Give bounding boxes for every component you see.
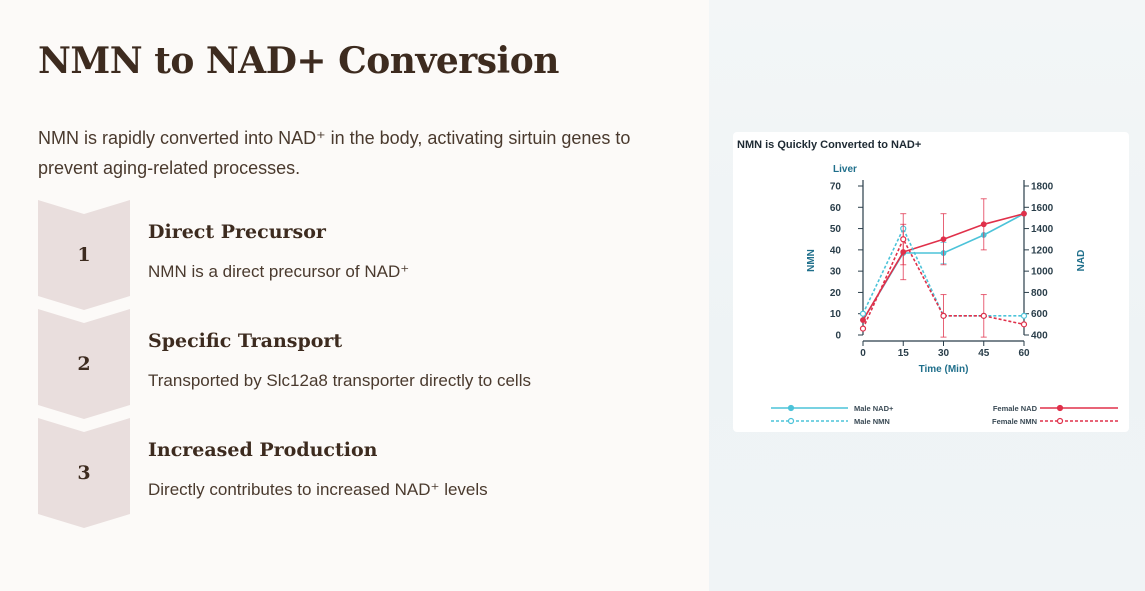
legend-male-nad-label: Male NAD+ — [854, 404, 894, 413]
x-axis-label: Time (Min) — [918, 364, 969, 375]
right-y-tick-label: 800 — [1031, 287, 1048, 299]
page-title: NMN to NAD+ Conversion — [38, 40, 559, 82]
data-point-female-nad — [941, 237, 946, 242]
step-description: NMN is a direct precursor of NAD⁺ — [148, 262, 410, 281]
step-number: 3 — [77, 462, 91, 484]
chart-title: NMN is Quickly Converted to NAD+ — [737, 139, 922, 151]
nmn-nad-chart — [733, 132, 1129, 432]
x-tick-label: 30 — [937, 348, 950, 359]
x-tick-label: 0 — [860, 348, 866, 359]
right-y-tick-label: 1600 — [1031, 202, 1054, 214]
legend-male-nmn-marker — [789, 419, 794, 424]
data-point-female-nmn — [981, 313, 986, 318]
data-point-female-nad — [1022, 211, 1027, 216]
right-y-tick-label: 400 — [1031, 330, 1048, 342]
step-item-1 — [38, 200, 678, 310]
chart-card — [733, 132, 1129, 432]
right-y-tick-label: 1000 — [1031, 266, 1054, 278]
right-y-tick-label: 1800 — [1031, 181, 1054, 193]
legend-male-nmn-label: Male NMN — [854, 417, 890, 426]
data-point-female-nmn — [941, 313, 946, 318]
data-point-female-nad — [861, 318, 866, 323]
legend-female-nad-marker — [1058, 406, 1063, 411]
step-title: Specific Transport — [148, 330, 343, 352]
data-point-female-nmn — [901, 237, 906, 242]
right-y-tick-label: 1200 — [1031, 245, 1054, 257]
legend-female-nmn-marker — [1058, 419, 1063, 424]
data-point-male-nmn — [1022, 313, 1027, 318]
left-y-axis-label: NMN — [806, 249, 817, 272]
step-number: 2 — [77, 353, 91, 375]
chart-subtitle: Liver — [833, 164, 857, 175]
legend-female-nmn-label: Female NMN — [991, 417, 1037, 426]
step-item-2 — [38, 309, 678, 419]
x-tick-label: 60 — [1018, 348, 1030, 359]
left-y-tick-label: 10 — [829, 309, 841, 321]
x-tick-label: 45 — [978, 348, 990, 359]
intro-paragraph: NMN is rapidly converted into NAD⁺ in the body, activating sirtuin genes to prevent aging-related processes. — [38, 128, 631, 178]
left-y-tick-label: 40 — [829, 245, 841, 257]
left-y-tick-label: 20 — [829, 287, 841, 299]
data-point-female-nmn — [861, 326, 866, 331]
data-point-male-nmn — [861, 311, 866, 316]
right-y-axis-label: NAD — [1076, 249, 1087, 272]
legend-female-nad-label: Female NAD — [992, 404, 1037, 413]
left-y-tick-label: 70 — [829, 181, 841, 193]
step-description: Directly contributes to increased NAD⁺ levels — [148, 480, 488, 499]
left-y-tick-label: 60 — [829, 202, 841, 214]
right-y-tick-label: 1400 — [1031, 224, 1054, 236]
step-number: 1 — [77, 244, 91, 266]
left-y-tick-label: 0 — [835, 330, 841, 342]
x-tick-label: 15 — [897, 348, 909, 359]
data-point-female-nmn — [1022, 322, 1027, 327]
step-title: Increased Production — [148, 439, 378, 461]
step-description: Transported by Slc12a8 transporter directly to cells — [148, 371, 531, 390]
data-point-female-nad — [981, 222, 986, 227]
left-y-tick-label: 50 — [829, 224, 841, 236]
left-y-tick-label: 30 — [829, 266, 841, 278]
right-y-tick-label: 600 — [1031, 309, 1048, 321]
legend-male-nad-marker — [789, 406, 794, 411]
step-title: Direct Precursor — [148, 221, 326, 243]
step-item-3 — [38, 418, 678, 528]
